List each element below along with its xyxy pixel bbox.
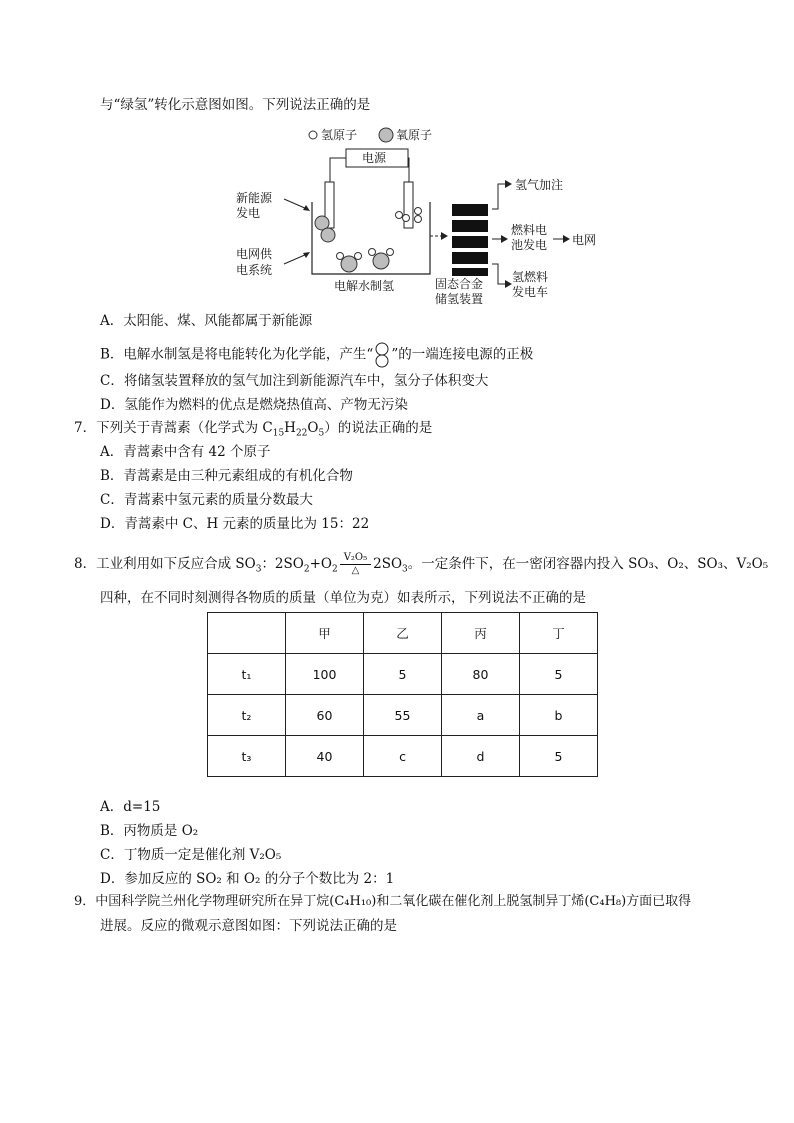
oxygen-molecule-icon <box>373 342 391 368</box>
hydrogen-storage-icon <box>452 204 488 276</box>
mass-table <box>207 612 598 777</box>
green-hydrogen-diagram <box>232 124 612 310</box>
q8-option-a: A．d=15 <box>100 799 161 815</box>
output-fuel-cell-2: 池发电 <box>511 238 548 252</box>
output-vehicle-1: 氢燃料 <box>512 270 549 284</box>
hydrogen-atom-legend-icon <box>309 131 317 139</box>
hydrogen-atom-icon <box>415 216 422 223</box>
q8-stem: 8．工业利用如下反应合成 $SO_3$：$2SO_2+O_2$ $\frac{\text{V₂O₅}}{\triangle}$ $2SO_3$。一定条件下，在一密闭容器内投入 SO₃、O₂、SO₃、V₂O₅ <box>74 552 769 576</box>
q9-stem-1: 9．中国科学院兰州化学物理研究所在异丁烷(C₄H₁₀)和二氧化碳在催化剂上脱氢制异丁烯(C₄H₈)方面已取得 <box>74 894 692 909</box>
catalyst-condition: $\frac{\text{V₂O₅}}{\triangle}$ <box>340 552 371 577</box>
tank-label: 电解水制氢 <box>334 279 395 293</box>
q6-option-a: A．太阳能、煤、风能都属于新能源 <box>100 313 313 329</box>
q6-option-d: D．氢能作为燃料的优点是燃烧热值高、产物无污染 <box>100 397 408 413</box>
q7-option-a: A．青蒿素中含有 42 个原子 <box>100 444 271 460</box>
source-grid-1: 电网供 <box>236 247 273 261</box>
q8-stem-2: 四种，在不同时刻测得各物质的质量（单位为克）如表所示，下列说法不正确的是 <box>100 590 586 606</box>
hydrogen-atom-icon <box>403 215 410 222</box>
hydrogen-atom-icon <box>396 212 403 219</box>
water-molecule-icon <box>341 256 357 272</box>
output-vehicle-2: 发电车 <box>512 285 549 299</box>
hydrogen-atom-icon <box>415 208 422 215</box>
q7-option-b: B．青蒿素是由三种元素组成的有机化合物 <box>100 468 353 484</box>
table-row: t₂ 60 55 a b <box>208 695 598 736</box>
table-row: t₁ 100 5 80 5 <box>208 654 598 695</box>
q6-option-b: B．电解水制氢是将电能转化为化学能，产生“ ”的一端连接电源的正极 <box>100 342 533 368</box>
q7-option-c: C．青蒿素中氢元素的质量分数最大 <box>100 492 313 508</box>
source-grid-2: 电系统 <box>236 263 273 277</box>
q9-stem-2: 进展。反应的微观示意图如图：下列说法正确的是 <box>100 918 397 934</box>
source-new-energy-1: 新能源 <box>236 191 273 205</box>
q8-option-c: C．丁物质一定是催化剂 V₂O₅ <box>100 847 282 863</box>
q7-stem: 7．下列关于青蒿素（化学式为 $C_{15}H_{22}O_5$）的说法正确的是 <box>74 420 433 439</box>
q8-option-b: B．丙物质是 O₂ <box>100 823 199 839</box>
water-molecule-icon <box>373 253 389 269</box>
output-grid: 电网 <box>572 233 597 247</box>
legend-hydrogen: 氢原子 <box>321 128 358 142</box>
table-header-row: 甲 乙 丙 丁 <box>208 613 598 654</box>
source-new-energy-2: 发电 <box>236 206 261 220</box>
power-supply-label: 电源 <box>362 151 387 165</box>
oxygen-atom-icon <box>321 228 335 242</box>
legend-oxygen: 氧原子 <box>396 128 433 142</box>
storage-label-2: 储氢装置 <box>435 292 484 306</box>
storage-label-1: 固态合金 <box>435 277 484 291</box>
q6-stem: 与“绿氢”转化示意图如图。下列说法正确的是 <box>100 97 371 113</box>
output-fuel-cell-1: 燃料电 <box>511 223 548 237</box>
output-refuel: 氢气加注 <box>515 178 564 192</box>
oxygen-atom-legend-icon <box>379 128 393 142</box>
table-row: t₃ 40 c d 5 <box>208 736 598 777</box>
q8-option-d: D．参加反应的 SO₂ 和 O₂ 的分子个数比为 2：1 <box>100 871 395 887</box>
q6-option-c: C．将储氢装置释放的氢气加注到新能源汽车中，氢分子体积变大 <box>100 373 489 389</box>
q7-option-d: D．青蒿素中 C、H 元素的质量比为 15：22 <box>100 516 370 532</box>
